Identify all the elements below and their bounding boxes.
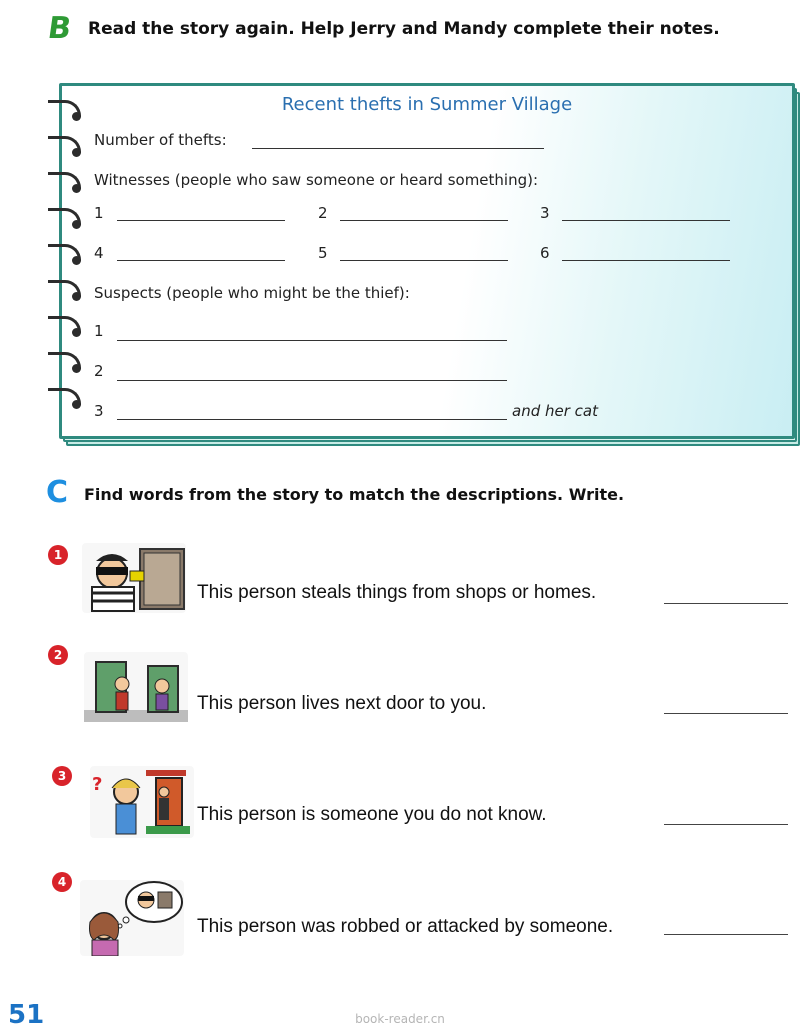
spiral-hole [72, 400, 81, 409]
item-1-answer-line[interactable] [664, 603, 788, 604]
suspect-number-1: 1 [94, 322, 104, 340]
suspect-line-3[interactable] [117, 419, 507, 420]
thefts-answer-line[interactable] [252, 148, 544, 149]
witness-line-2[interactable] [340, 220, 508, 221]
item-1-number-badge: 1 [48, 545, 68, 565]
section-b-instruction: Read the story again. Help Jerry and Mandy complete their notes. [88, 19, 720, 39]
witness-line-4[interactable] [117, 260, 285, 261]
item-3-answer-line[interactable] [664, 824, 788, 825]
spiral-hole [72, 256, 81, 265]
suspect-line-2[interactable] [117, 380, 507, 381]
thefts-label: Number of thefts: [94, 131, 227, 149]
witness-line-6[interactable] [562, 260, 730, 261]
item-3-number-badge: 3 [52, 766, 72, 786]
witness-number-4: 4 [94, 244, 104, 262]
witness-line-5[interactable] [340, 260, 508, 261]
item-1-description: This person steals things from shops or homes. [197, 582, 597, 603]
suspect-number-3: 3 [94, 402, 104, 420]
item-4-answer-line[interactable] [664, 934, 788, 935]
witness-number-1: 1 [94, 204, 104, 222]
spiral-hole [72, 292, 81, 301]
neighbour-icon [84, 652, 188, 722]
section-c-letter: C [46, 475, 69, 510]
watermark: book-reader.cn [355, 1012, 445, 1026]
thief-illustration [82, 543, 186, 613]
item-4-number-badge: 4 [52, 872, 72, 892]
suspect-line-1[interactable] [117, 340, 507, 341]
suspect-3-suffix: and her cat [512, 402, 598, 420]
witnesses-label: Witnesses (people who saw someone or heard something): [94, 171, 539, 189]
svg-text:?: ? [92, 774, 103, 795]
notebook-title: Recent thefts in Summer Village [281, 94, 573, 115]
witness-number-2: 2 [318, 204, 328, 222]
item-3-description: This person is someone you do not know. [197, 804, 547, 825]
stranger-icon [90, 766, 194, 838]
spiral-hole [72, 364, 81, 373]
spiral-hole [72, 220, 81, 229]
notebook [59, 83, 795, 439]
section-b-letter: B [45, 11, 74, 46]
item-2-description: This person lives next door to you. [197, 693, 487, 714]
item-4-description: This person was robbed or attacked by someone. [197, 916, 614, 937]
neighbour-illustration [84, 652, 188, 722]
witness-number-6: 6 [540, 244, 550, 262]
spiral-hole [72, 328, 81, 337]
witness-line-3[interactable] [562, 220, 730, 221]
suspects-label: Suspects (people who might be the thief): [94, 284, 410, 302]
witness-number-5: 5 [318, 244, 328, 262]
item-2-number-badge: 2 [48, 645, 68, 665]
page-number: 51 [8, 1000, 45, 1030]
victim-illustration [80, 880, 184, 956]
section-c-instruction: Find words from the story to match the descriptions. Write. [84, 485, 625, 504]
witness-number-3: 3 [540, 204, 550, 222]
thief-icon [82, 543, 186, 613]
spiral-hole [72, 112, 81, 121]
spiral-hole [72, 184, 81, 193]
witness-line-1[interactable] [117, 220, 285, 221]
victim-icon [80, 880, 184, 956]
spiral-hole [72, 148, 81, 157]
stranger-illustration [90, 766, 194, 838]
item-2-answer-line[interactable] [664, 713, 788, 714]
suspect-number-2: 2 [94, 362, 104, 380]
